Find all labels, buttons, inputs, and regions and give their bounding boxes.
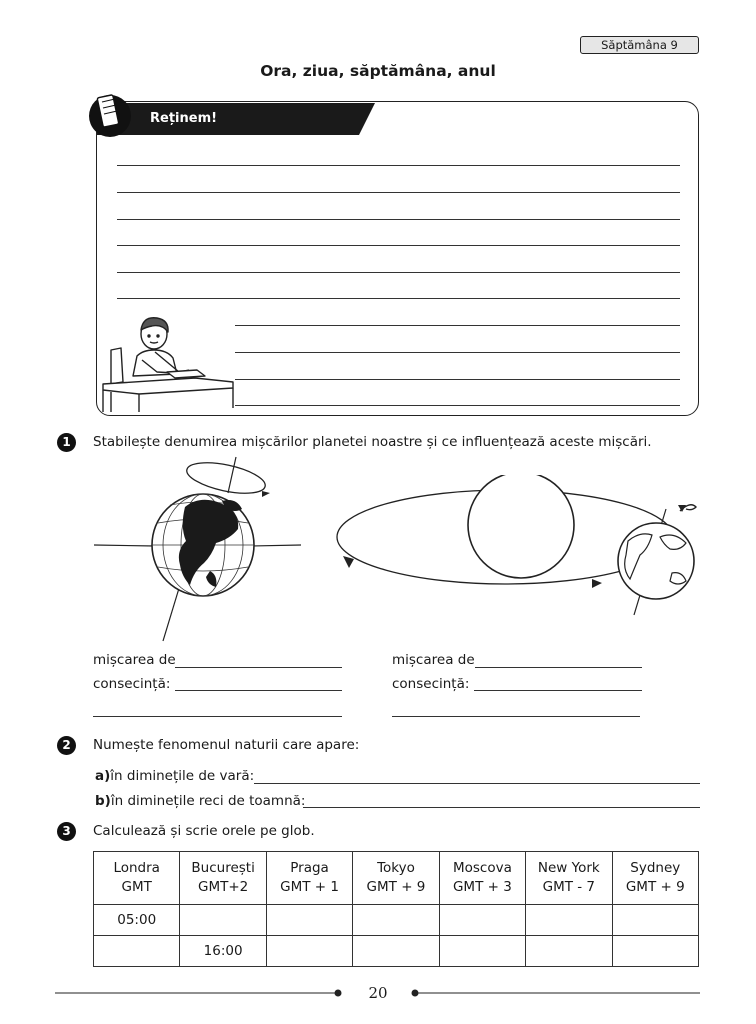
- student-writing-illustration: [97, 312, 235, 414]
- ex2-item-a: [95, 768, 254, 784]
- city-name: New York: [537, 860, 600, 876]
- time-cell[interactable]: [612, 936, 698, 967]
- table-header-cell: [180, 852, 266, 905]
- time-cell[interactable]: [266, 905, 352, 936]
- table-header-row: [94, 852, 699, 905]
- city-name: Londra: [113, 860, 160, 876]
- city-name: București: [191, 860, 255, 876]
- table-row: [94, 905, 699, 936]
- movement-label: mișcarea de: [392, 652, 475, 668]
- pencil-emblem-icon: [88, 86, 138, 142]
- consequence-label: consecință:: [392, 676, 470, 692]
- table-row: [94, 936, 699, 967]
- revolution-orbit-illustration: [330, 475, 705, 625]
- answer-line[interactable]: [392, 716, 640, 717]
- exercise-number-badge: 2: [57, 736, 76, 755]
- gmt-offset: GMT + 9: [366, 879, 426, 895]
- writing-line[interactable]: [235, 352, 680, 353]
- writing-line[interactable]: [235, 325, 680, 326]
- writing-line[interactable]: [117, 219, 680, 220]
- writing-line[interactable]: [117, 165, 680, 166]
- ex2-item-b-letter: b): [95, 793, 111, 809]
- ex2-item-b-text: în diminețile reci de toamnă:: [110, 793, 306, 809]
- table-header-cell: [526, 852, 612, 905]
- answer-line[interactable]: [93, 716, 342, 717]
- answer-line[interactable]: [475, 667, 642, 668]
- exercise-number-badge: 3: [57, 822, 76, 841]
- time-cell[interactable]: [94, 936, 180, 967]
- time-cell[interactable]: [612, 905, 698, 936]
- ex2-item-a-text: în diminețile de vară:: [110, 768, 255, 784]
- writing-line[interactable]: [117, 245, 680, 246]
- table-header-cell: [353, 852, 439, 905]
- time-cell[interactable]: [526, 905, 612, 936]
- table-header-cell: [94, 852, 180, 905]
- city-name: Moscova: [452, 860, 512, 876]
- consequence-label: consecință:: [93, 676, 171, 692]
- answer-line[interactable]: [303, 807, 700, 808]
- time-cell[interactable]: [266, 936, 352, 967]
- time-cell[interactable]: 16:00: [180, 936, 266, 967]
- writing-line[interactable]: [235, 405, 680, 406]
- time-cell[interactable]: [526, 936, 612, 967]
- exercise-1-text: Stabilește denumirea mișcărilor planetei noastre și ce influențează aceste mișcări.: [93, 434, 652, 450]
- page-number: 20: [368, 984, 388, 1002]
- retinem-label: Reținem!: [150, 111, 218, 126]
- city-name: Praga: [290, 860, 329, 876]
- exercise-2-text: Numește fenomenul naturii care apare:: [93, 737, 360, 753]
- writing-line[interactable]: [117, 298, 680, 299]
- rotation-globe-illustration: [90, 455, 305, 645]
- writing-line[interactable]: [117, 272, 680, 273]
- gmt-offset: GMT + 1: [280, 879, 339, 895]
- movement-label: mișcarea de: [93, 652, 176, 668]
- gmt-offset: GMT+2: [198, 879, 249, 895]
- answer-line[interactable]: [175, 690, 342, 691]
- table-header-cell: [612, 852, 698, 905]
- ex2-item-a-letter: a): [95, 768, 111, 784]
- time-cell[interactable]: [439, 936, 525, 967]
- answer-line[interactable]: [474, 690, 642, 691]
- city-name: Sydney: [630, 860, 681, 876]
- writing-line[interactable]: [117, 192, 680, 193]
- answer-line[interactable]: [175, 667, 342, 668]
- page-title: Ora, ziua, săptămâna, anul: [260, 62, 496, 80]
- time-zones-table: [93, 851, 699, 967]
- time-cell[interactable]: [439, 905, 525, 936]
- gmt-offset: GMT + 9: [625, 879, 685, 895]
- answer-line[interactable]: [254, 783, 700, 784]
- time-cell[interactable]: [180, 905, 266, 936]
- exercise-3-text: Calculează și scrie orele pe glob.: [93, 823, 315, 839]
- exercise-number-badge: 1: [57, 433, 76, 452]
- time-cell[interactable]: [353, 936, 439, 967]
- table-header-cell: [266, 852, 352, 905]
- city-name: Tokyo: [377, 860, 415, 876]
- time-cell[interactable]: [353, 905, 439, 936]
- writing-line[interactable]: [235, 379, 680, 380]
- ex2-item-b: [95, 793, 305, 809]
- gmt-offset: GMT + 3: [452, 879, 512, 895]
- week-badge: Săptămâna 9: [580, 36, 699, 54]
- time-cell[interactable]: 05:00: [94, 905, 180, 936]
- gmt-offset: GMT - 7: [542, 879, 596, 895]
- retinem-header-banner: [97, 102, 387, 142]
- table-header-cell: [439, 852, 525, 905]
- gmt-offset: GMT: [121, 879, 152, 895]
